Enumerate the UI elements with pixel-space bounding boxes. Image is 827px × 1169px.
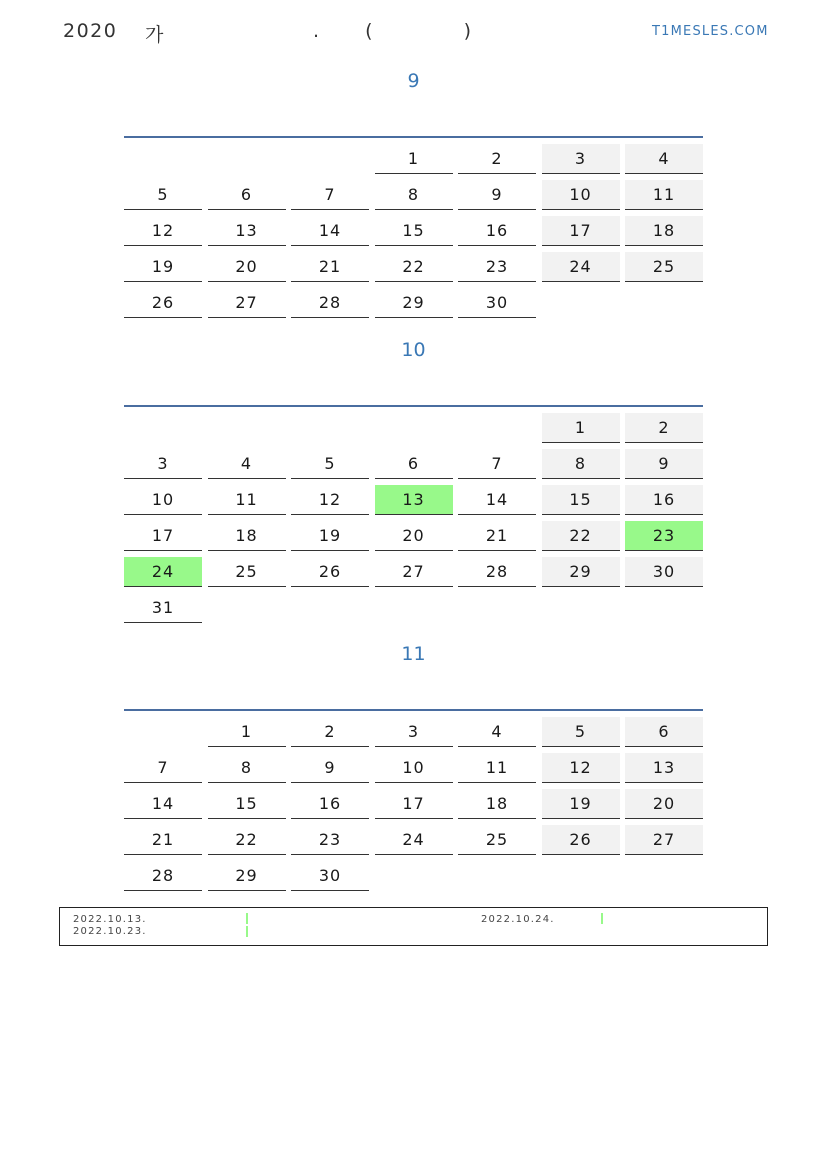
month-title: 10 xyxy=(401,339,426,361)
calendar-empty-cell xyxy=(458,861,536,891)
calendar-day: 29 xyxy=(542,557,620,587)
calendar-day: 1 xyxy=(208,717,286,747)
calendar-day: 7 xyxy=(291,180,369,210)
legend-date: 2022.10.23. xyxy=(73,926,147,937)
calendar-day: 11 xyxy=(625,180,703,210)
legend-date: 2022.10.13. xyxy=(73,914,147,925)
calendar-day: 20 xyxy=(375,521,453,551)
calendar-day: 19 xyxy=(291,521,369,551)
calendar-day: 20 xyxy=(625,789,703,819)
month-rule xyxy=(124,136,703,138)
calendar-empty-cell xyxy=(625,861,703,891)
legend-marker xyxy=(246,913,248,924)
calendar-day: 25 xyxy=(458,825,536,855)
calendar-day: 21 xyxy=(291,252,369,282)
calendar-day: 6 xyxy=(208,180,286,210)
calendar-empty-cell xyxy=(625,288,703,318)
calendar-day: 19 xyxy=(124,252,202,282)
calendar-day: 16 xyxy=(291,789,369,819)
calendar-day: 17 xyxy=(124,521,202,551)
calendar-day: 29 xyxy=(375,288,453,318)
calendar-day: 16 xyxy=(625,485,703,515)
calendar-day: 5 xyxy=(124,180,202,210)
calendar-day: 13 xyxy=(625,753,703,783)
calendar-empty-cell xyxy=(458,413,536,443)
month-rule xyxy=(124,405,703,407)
calendar-day: 15 xyxy=(542,485,620,515)
calendar-day: 8 xyxy=(375,180,453,210)
calendar-day: 14 xyxy=(124,789,202,819)
calendar-day: 6 xyxy=(625,717,703,747)
calendar-day: 12 xyxy=(124,216,202,246)
calendar-empty-cell xyxy=(291,413,369,443)
calendar-empty-cell xyxy=(375,593,453,623)
calendar-empty-cell xyxy=(542,288,620,318)
calendar-day: 9 xyxy=(625,449,703,479)
calendar-day: 30 xyxy=(458,288,536,318)
calendar-empty-cell xyxy=(208,144,286,174)
calendar-day: 7 xyxy=(458,449,536,479)
calendar-day: 22 xyxy=(375,252,453,282)
calendar-day: 15 xyxy=(208,789,286,819)
calendar-day: 3 xyxy=(542,144,620,174)
holiday-legend xyxy=(59,907,768,946)
calendar-day: 26 xyxy=(291,557,369,587)
calendar-day: 3 xyxy=(124,449,202,479)
legend-date: 2022.10.24. xyxy=(481,914,555,925)
month-rule xyxy=(124,709,703,711)
calendar-empty-cell xyxy=(124,413,202,443)
calendar-day: 1 xyxy=(375,144,453,174)
calendar-day: 27 xyxy=(208,288,286,318)
calendar-day: 25 xyxy=(208,557,286,587)
legend-marker xyxy=(246,926,248,937)
calendar-day: 9 xyxy=(458,180,536,210)
calendar-empty-cell xyxy=(542,861,620,891)
calendar-day: 6 xyxy=(375,449,453,479)
calendar-day: 5 xyxy=(291,449,369,479)
calendar-day: 4 xyxy=(458,717,536,747)
calendar-day: 25 xyxy=(625,252,703,282)
calendar-empty-cell xyxy=(208,413,286,443)
calendar-day: 3 xyxy=(375,717,453,747)
calendar-day: 11 xyxy=(458,753,536,783)
calendar-day: 26 xyxy=(124,288,202,318)
calendar-empty-cell xyxy=(375,413,453,443)
calendar-day: 14 xyxy=(291,216,369,246)
calendar-day: 30 xyxy=(291,861,369,891)
calendar-day: 22 xyxy=(208,825,286,855)
calendar-day: 23 xyxy=(458,252,536,282)
page-title-parenthesis: . ( ) xyxy=(313,20,472,42)
calendar-day: 4 xyxy=(208,449,286,479)
calendar-day: 12 xyxy=(542,753,620,783)
calendar-day: 27 xyxy=(375,557,453,587)
page-header xyxy=(0,0,827,60)
calendar-day: 24 xyxy=(124,557,202,587)
calendar-empty-cell xyxy=(625,593,703,623)
calendar-day: 12 xyxy=(291,485,369,515)
calendar-day: 21 xyxy=(124,825,202,855)
calendar-empty-cell xyxy=(458,593,536,623)
calendar-empty-cell xyxy=(375,861,453,891)
calendar-day: 28 xyxy=(124,861,202,891)
site-link[interactable]: T1MESLES.COM xyxy=(652,24,769,39)
calendar-day: 9 xyxy=(291,753,369,783)
calendar-day: 30 xyxy=(625,557,703,587)
calendar-day: 23 xyxy=(625,521,703,551)
calendar-day: 2 xyxy=(291,717,369,747)
calendar-day: 5 xyxy=(542,717,620,747)
calendar-day: 18 xyxy=(458,789,536,819)
calendar-empty-cell xyxy=(542,593,620,623)
month-title: 9 xyxy=(407,70,420,92)
calendar-empty-cell xyxy=(124,144,202,174)
calendar-day: 22 xyxy=(542,521,620,551)
calendar-day: 4 xyxy=(625,144,703,174)
calendar-day: 21 xyxy=(458,521,536,551)
calendar-day: 1 xyxy=(542,413,620,443)
calendar-day: 8 xyxy=(208,753,286,783)
calendar-empty-cell xyxy=(124,717,202,747)
calendar-day: 24 xyxy=(542,252,620,282)
calendar-day: 15 xyxy=(375,216,453,246)
calendar-day: 10 xyxy=(542,180,620,210)
calendar-day: 27 xyxy=(625,825,703,855)
calendar-day: 23 xyxy=(291,825,369,855)
calendar-day: 13 xyxy=(208,216,286,246)
calendar-day: 11 xyxy=(208,485,286,515)
calendar-day: 18 xyxy=(625,216,703,246)
calendar-day: 31 xyxy=(124,593,202,623)
page-title-year: 2020 xyxy=(63,20,118,42)
calendar-day: 18 xyxy=(208,521,286,551)
calendar-day: 17 xyxy=(542,216,620,246)
page-title-text: 가 xyxy=(145,24,164,46)
calendar-day: 16 xyxy=(458,216,536,246)
calendar-day: 20 xyxy=(208,252,286,282)
calendar-day: 7 xyxy=(124,753,202,783)
calendar-day: 17 xyxy=(375,789,453,819)
calendar-day: 26 xyxy=(542,825,620,855)
calendar-day: 24 xyxy=(375,825,453,855)
calendar-day: 19 xyxy=(542,789,620,819)
month-title: 11 xyxy=(401,643,426,665)
calendar-day: 2 xyxy=(625,413,703,443)
calendar-day: 28 xyxy=(458,557,536,587)
calendar-day: 2 xyxy=(458,144,536,174)
calendar-day: 29 xyxy=(208,861,286,891)
calendar-day: 10 xyxy=(375,753,453,783)
calendar-empty-cell xyxy=(291,593,369,623)
calendar-empty-cell xyxy=(291,144,369,174)
calendar-day: 28 xyxy=(291,288,369,318)
calendar-day: 13 xyxy=(375,485,453,515)
calendar-day: 10 xyxy=(124,485,202,515)
calendar-day: 14 xyxy=(458,485,536,515)
calendar-day: 8 xyxy=(542,449,620,479)
calendar-empty-cell xyxy=(208,593,286,623)
legend-marker xyxy=(601,913,603,924)
